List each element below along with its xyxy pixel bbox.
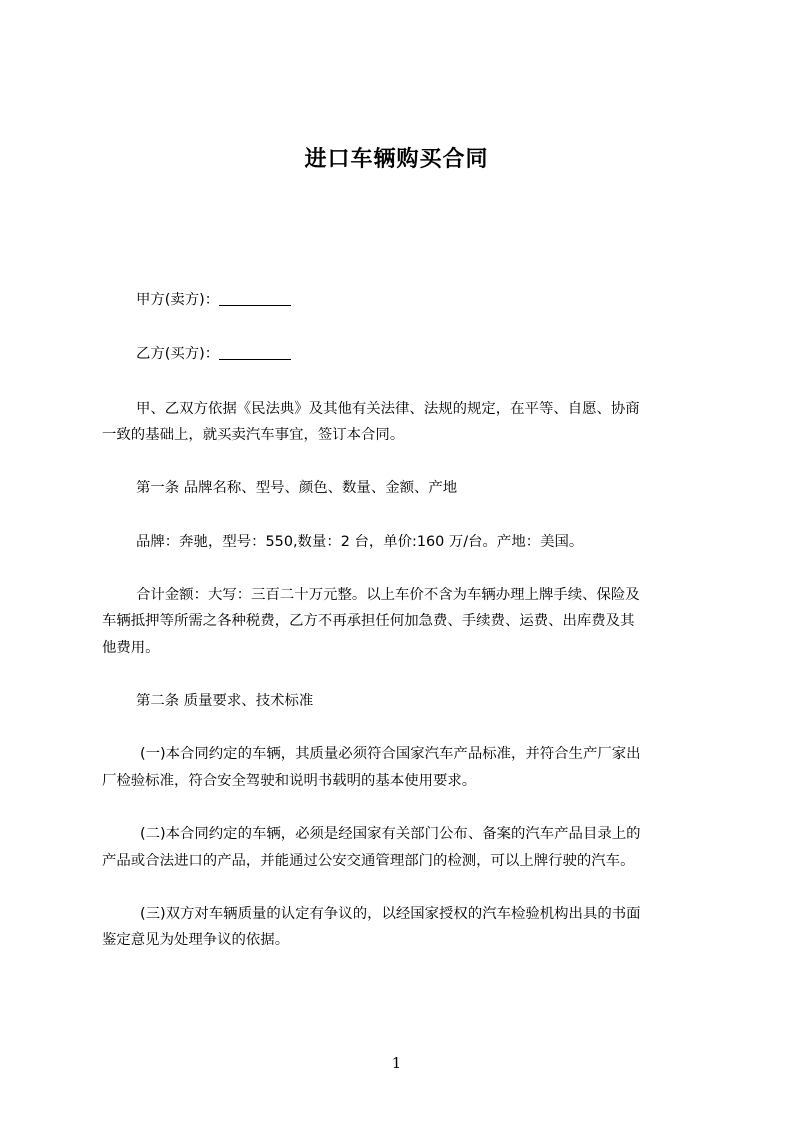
party-a-blank [219, 291, 291, 306]
total-line-2: 车辆抵押等所需之各种税费，乙方不再承担任何加急费、手续费、运费、出库费及其 [102, 613, 635, 629]
total-line-3: 他费用。 [102, 640, 160, 656]
page-number: 1 [391, 1054, 402, 1072]
clause2-line-1: (二)本合同约定的车辆，必须是经国家有关部门公布、备案的汽车产品目录上的 [140, 826, 641, 842]
article2-heading: 第二条 质量要求、技术标准 [136, 693, 314, 709]
party-b-label: 乙方(买方)： [136, 346, 220, 362]
clause3-line-1: (三)双方对车辆质量的认定有争议的，以经国家授权的汽车检验机构出具的书面 [140, 906, 641, 922]
clause1-line-1: (一)本合同约定的车辆，其质量必须符合国家汽车产品标准，并符合生产厂家出 [140, 746, 641, 762]
party-b-blank [219, 345, 291, 360]
article1-detail: 品牌：奔驰，型号：550,数量：2 台，单价:160 万/台。产地：美国。 [136, 534, 584, 550]
document-title: 进口车辆购买合同 [304, 147, 489, 172]
party-b-line [102, 341, 734, 368]
clause1-line-2: 厂检验标准，符合安全驾驶和说明书载明的基本使用要求。 [102, 773, 477, 789]
party-a-label: 甲方(卖方)： [136, 292, 220, 308]
intro-line-2: 一致的基础上，就买卖汽车事宜，签订本合同。 [102, 427, 405, 443]
clause2-line-2: 产品或合法进口的产品，并能通过公安交通管理部门的检测，可以上牌行驶的汽车。 [102, 853, 635, 869]
intro-line-1: 甲、乙双方依据《民法典》及其他有关法律、法规的规定，在平等、自愿、协商 [136, 401, 640, 417]
total-line-1: 合计金额：大写：三百二十万元整。以上车价不含为车辆办理上牌手续、保险及 [136, 587, 640, 603]
clause3-line-2: 鉴定意见为处理争议的依据。 [102, 932, 290, 948]
article1-heading: 第一条 品牌名称、型号、颜色、数量、金额、产地 [136, 480, 458, 496]
party-a-line [102, 287, 734, 314]
